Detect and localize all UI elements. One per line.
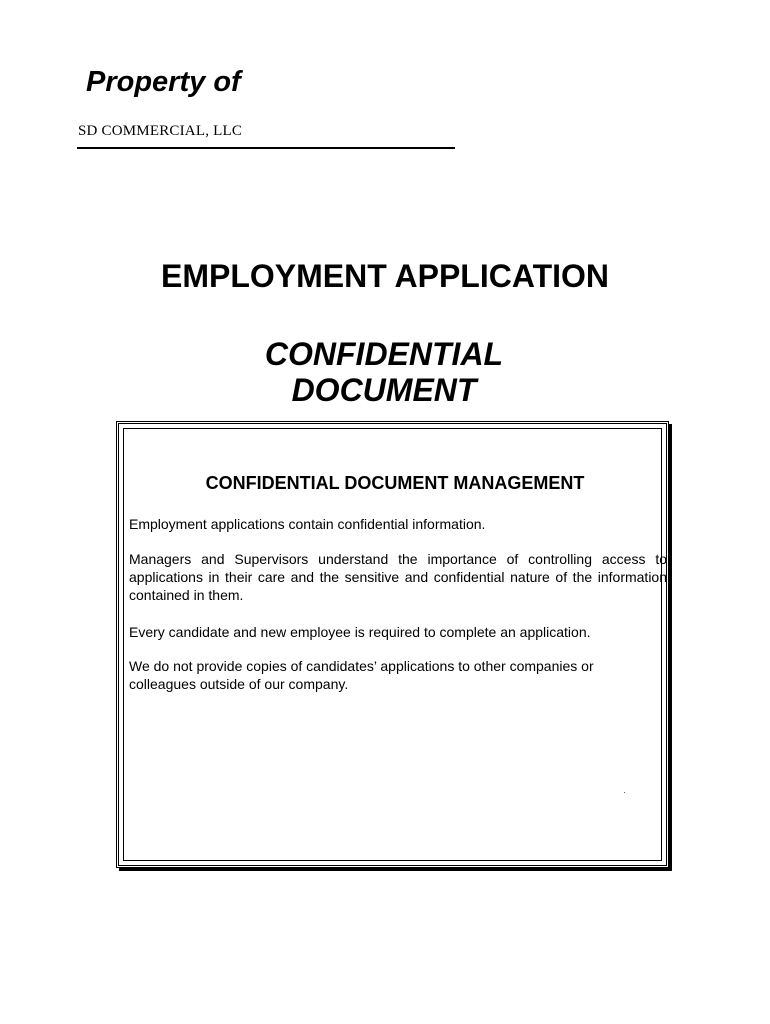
notice-paragraph-2: Managers and Supervisors understand the importance of controlling access to applications in their care and the sensitive and confidential nature of the information contained in them. (129, 551, 667, 603)
notice-paragraph-4: We do not provide copies of candidates’ applications to other companies or colleagues outside of our company. (129, 658, 594, 692)
confidential-title-line-2: DOCUMENT (291, 372, 477, 408)
notice-heading: CONFIDENTIAL DOCUMENT MANAGEMENT (205, 473, 585, 493)
confidential-title-line-1: CONFIDENTIAL (264, 336, 504, 372)
company-underline (77, 147, 455, 149)
confidential-title (234, 336, 534, 408)
company-name: SD COMMERCIAL, LLC (78, 123, 243, 139)
property-of-heading: Property of (86, 66, 241, 98)
notice-paragraph-3: Every candidate and new employee is required to complete an application. (129, 624, 591, 640)
document-title: EMPLOYMENT APPLICATION (161, 258, 609, 294)
stray-mark (624, 792, 625, 793)
notice-paragraph-1: Employment applications contain confidential information. (129, 516, 486, 532)
